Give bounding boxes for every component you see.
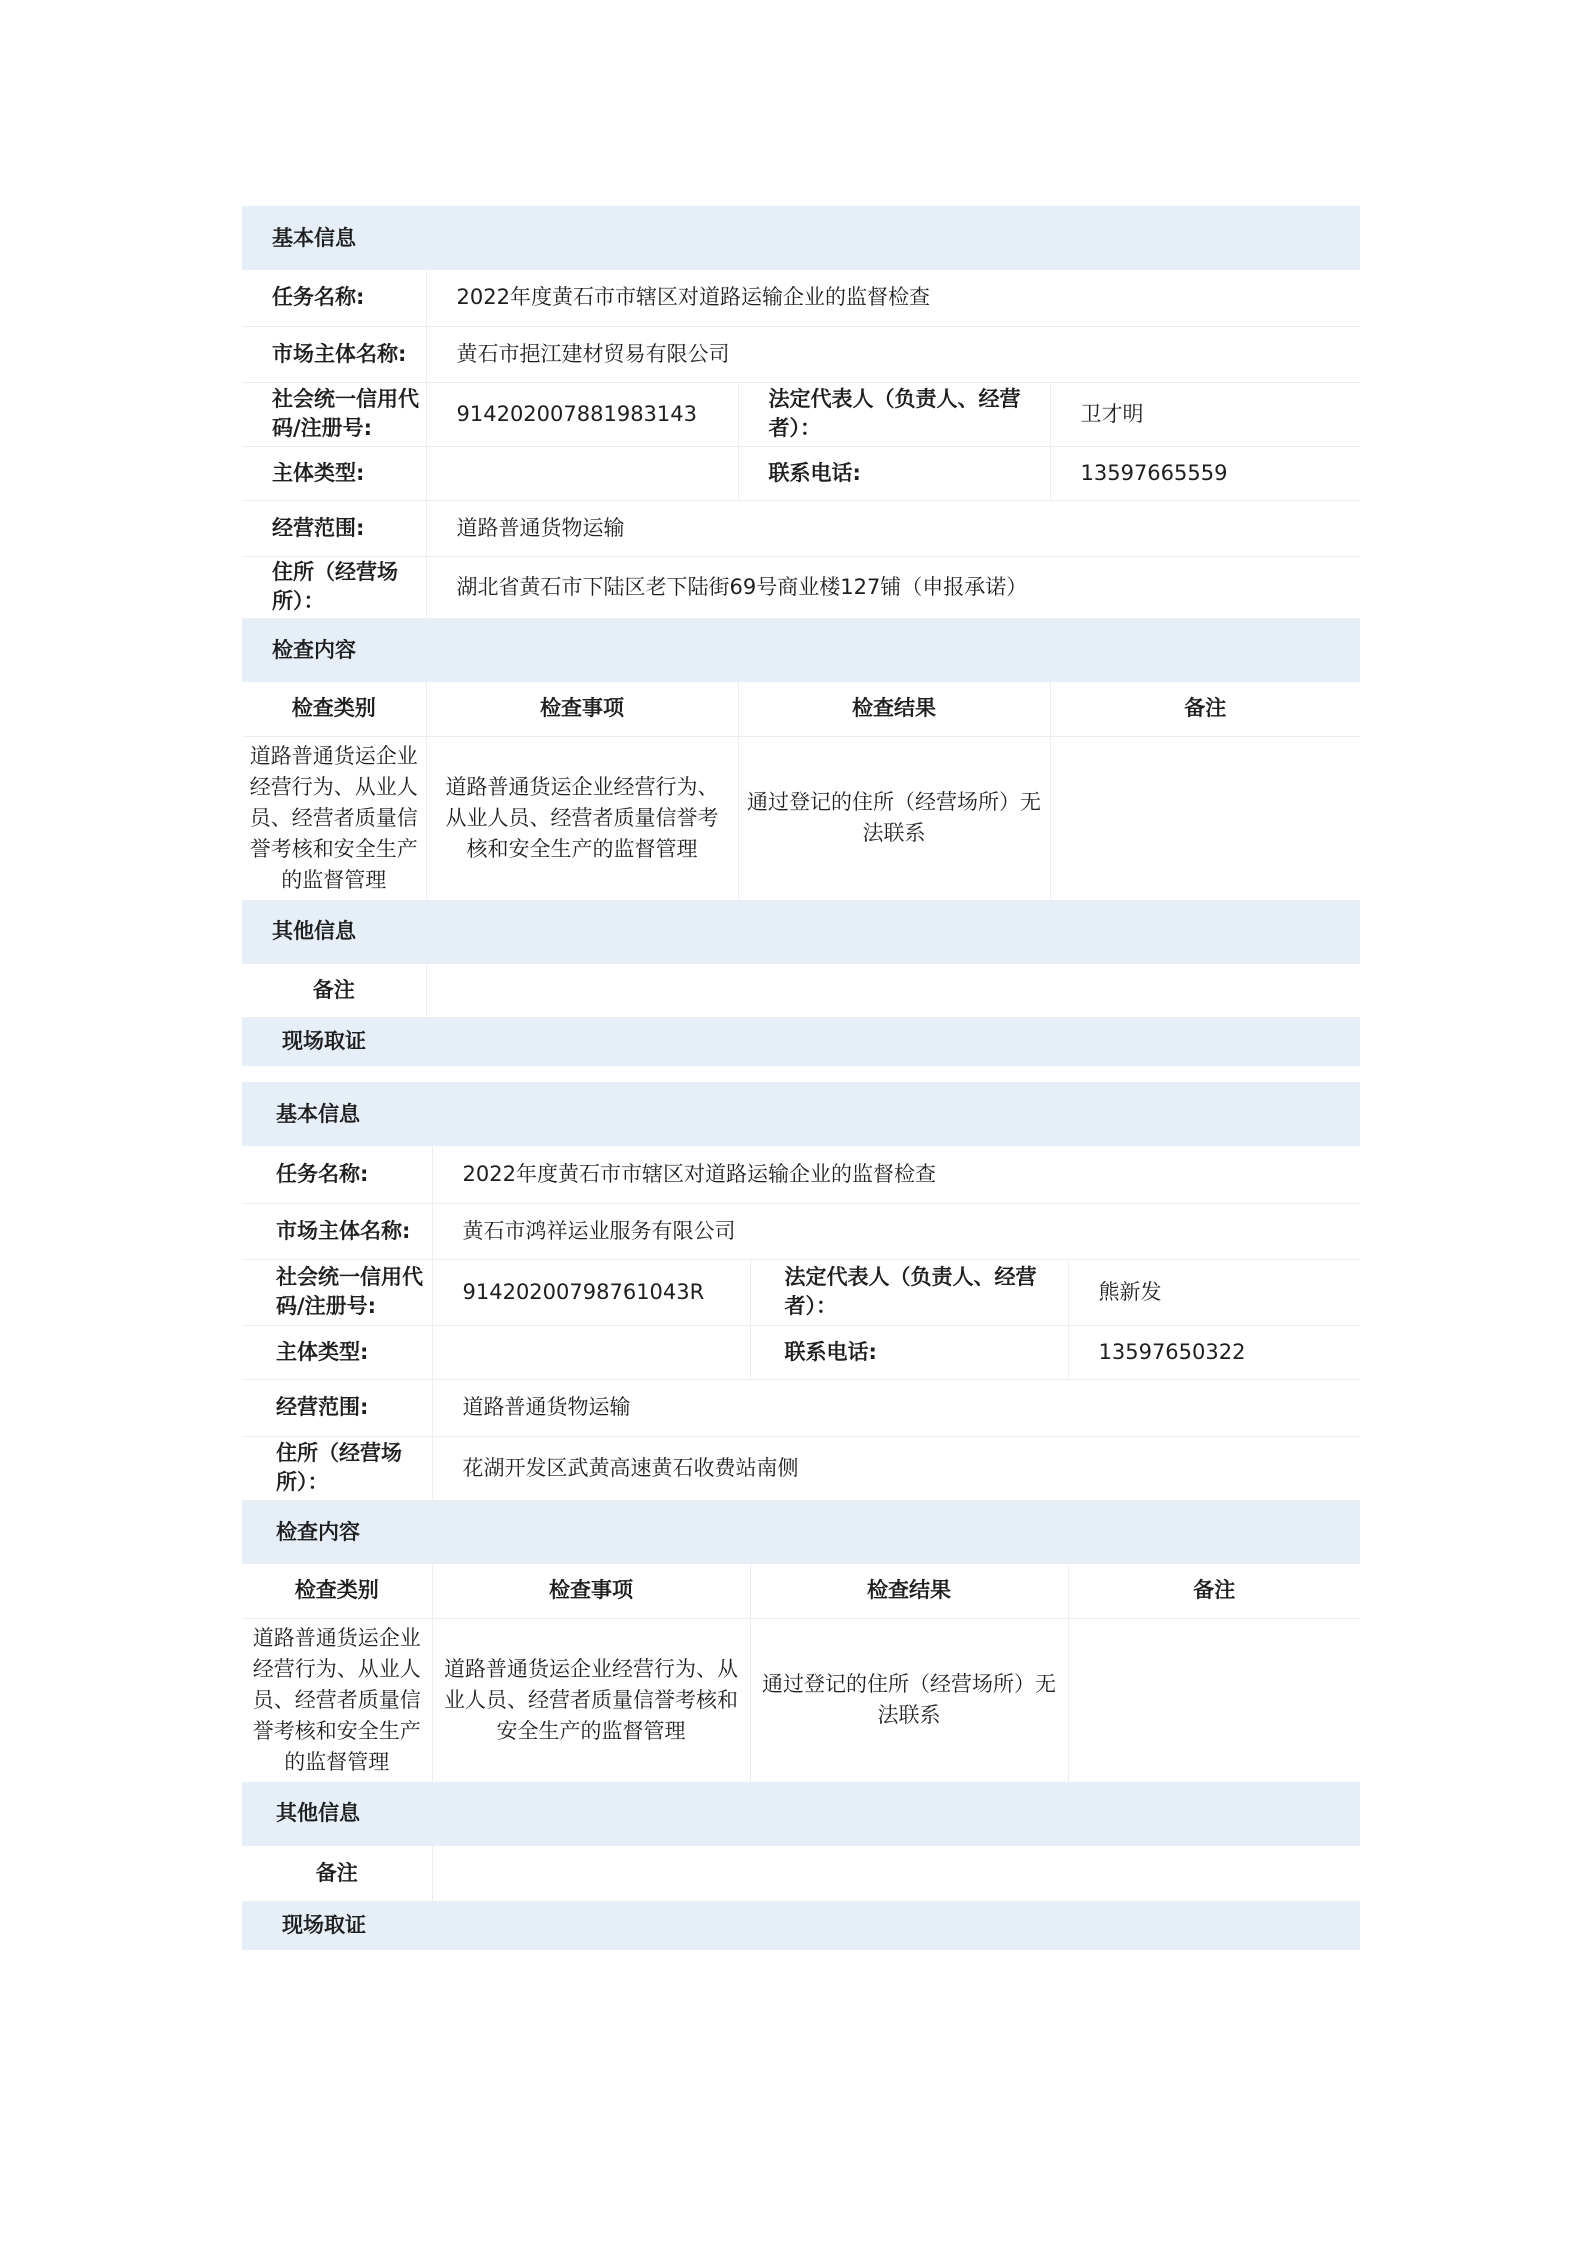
check-result: 通过登记的住所（经营场所）无法联系 [750, 1618, 1068, 1782]
section-site-evidence: 现场取证 [242, 1902, 1360, 1950]
address-value: 花湖开发区武黄高速黄石收费站南侧 [432, 1436, 1360, 1500]
remark-label: 备注 [242, 964, 426, 1018]
check-header-category: 检查类别 [242, 682, 426, 736]
phone-value: 13597665559 [1050, 446, 1360, 500]
remark-label: 备注 [242, 1846, 432, 1902]
business-scope-value: 道路普通货物运输 [432, 1379, 1360, 1436]
inspection-record-2 [242, 1082, 1360, 1950]
credit-code-label: 社会统一信用代码/注册号: [242, 382, 426, 446]
phone-label: 联系电话: [750, 1325, 1068, 1379]
entity-name-label: 市场主体名称: [242, 1203, 432, 1259]
check-item: 道路普通货运企业经营行为、从业人员、经营者质量信誉考核和安全生产的监督管理 [432, 1618, 750, 1782]
remark-value [432, 1846, 1360, 1902]
check-header-result: 检查结果 [750, 1564, 1068, 1618]
inspection-record-1 [242, 206, 1360, 1066]
credit-code-value: 91420200798761043R [432, 1259, 750, 1325]
check-item: 道路普通货运企业经营行为、从业人员、经营者质量信誉考核和安全生产的监督管理 [426, 736, 738, 900]
entity-type-value [432, 1325, 750, 1379]
entity-name-value: 黄石市挹江建材贸易有限公司 [426, 326, 1360, 382]
business-scope-label: 经营范围: [242, 1379, 432, 1436]
legal-rep-label: 法定代表人（负责人、经营者）： [738, 382, 1050, 446]
section-basic-info: 基本信息 [242, 206, 1360, 270]
section-basic-info: 基本信息 [242, 1082, 1360, 1146]
check-header-note: 备注 [1050, 682, 1360, 736]
check-note [1050, 736, 1360, 900]
business-scope-value: 道路普通货物运输 [426, 500, 1360, 556]
check-result: 通过登记的住所（经营场所）无法联系 [738, 736, 1050, 900]
inspection-table [242, 206, 1360, 1066]
address-label: 住所（经营场所）： [242, 556, 426, 618]
entity-type-value [426, 446, 738, 500]
task-name-label: 任务名称: [242, 1146, 432, 1203]
legal-rep-value: 卫才明 [1050, 382, 1360, 446]
section-check-content: 检查内容 [242, 618, 1360, 682]
check-category: 道路普通货运企业经营行为、从业人员、经营者质量信誉考核和安全生产的监督管理 [242, 736, 426, 900]
address-label: 住所（经营场所）： [242, 1436, 432, 1500]
section-other-info: 其他信息 [242, 1782, 1360, 1846]
check-header-item: 检查事项 [426, 682, 738, 736]
entity-type-label: 主体类型: [242, 446, 426, 500]
entity-type-label: 主体类型: [242, 1325, 432, 1379]
address-value: 湖北省黄石市下陆区老下陆街69号商业楼127铺（申报承诺） [426, 556, 1360, 618]
check-category: 道路普通货运企业经营行为、从业人员、经营者质量信誉考核和安全生产的监督管理 [242, 1618, 432, 1782]
check-note [1068, 1618, 1360, 1782]
legal-rep-value: 熊新发 [1068, 1259, 1360, 1325]
phone-label: 联系电话: [738, 446, 1050, 500]
task-name-value: 2022年度黄石市市辖区对道路运输企业的监督检查 [426, 270, 1360, 326]
business-scope-label: 经营范围: [242, 500, 426, 556]
task-name-label: 任务名称: [242, 270, 426, 326]
check-header-note: 备注 [1068, 1564, 1360, 1618]
phone-value: 13597650322 [1068, 1325, 1360, 1379]
task-name-value: 2022年度黄石市市辖区对道路运输企业的监督检查 [432, 1146, 1360, 1203]
entity-name-value: 黄石市鸿祥运业服务有限公司 [432, 1203, 1360, 1259]
inspection-table [242, 1082, 1360, 1950]
section-site-evidence: 现场取证 [242, 1018, 1360, 1066]
section-other-info: 其他信息 [242, 900, 1360, 964]
remark-value [426, 964, 1360, 1018]
check-header-category: 检查类别 [242, 1564, 432, 1618]
check-header-result: 检查结果 [738, 682, 1050, 736]
credit-code-label: 社会统一信用代码/注册号: [242, 1259, 432, 1325]
credit-code-value: 914202007881983143 [426, 382, 738, 446]
legal-rep-label: 法定代表人（负责人、经营者）： [750, 1259, 1068, 1325]
check-header-item: 检查事项 [432, 1564, 750, 1618]
entity-name-label: 市场主体名称: [242, 326, 426, 382]
section-check-content: 检查内容 [242, 1500, 1360, 1564]
